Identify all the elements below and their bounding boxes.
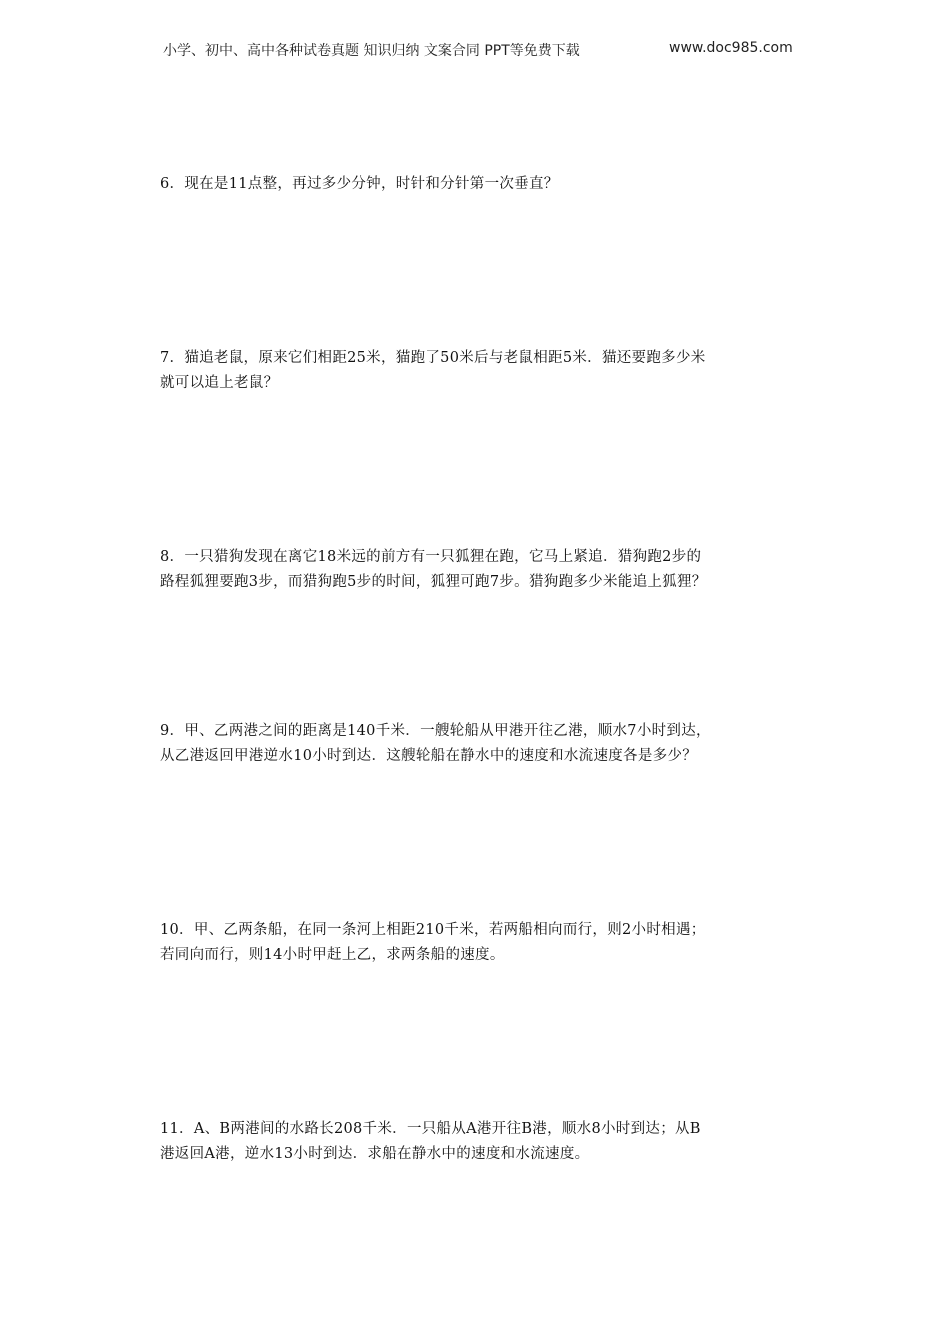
question-10-line-1: 10．甲、乙两条船，在同一条河上相距210千米，若两船相向而行，则2小时相遇； bbox=[160, 922, 706, 938]
question-6-line-1: 6．现在是11点整，再过多少分钟，时针和分针第一次垂直？ bbox=[160, 176, 559, 192]
page-header bbox=[163, 40, 803, 62]
question-11 bbox=[160, 1117, 800, 1167]
question-7-line-1: 7．猫追老鼠，原来它们相距25米，猫跑了50米后与老鼠相距5米．猫还要跑多少米 bbox=[160, 350, 706, 366]
question-6 bbox=[160, 172, 800, 197]
question-9-line-1: 9．甲、乙两港之间的距离是140千米．一艘轮船从甲港开往乙港，顺水7小时到达， bbox=[160, 723, 711, 739]
header-url: www.doc985.com bbox=[669, 40, 793, 56]
question-8 bbox=[160, 545, 800, 595]
question-9 bbox=[160, 719, 800, 769]
question-9-line-2: 从乙港返回甲港逆水10小时到达．这艘轮船在静水中的速度和水流速度各是多少？ bbox=[160, 748, 698, 764]
question-8-line-1: 8．一只猎狗发现在离它18米远的前方有一只狐狸在跑，它马上紧追．猎狗跑2步的 bbox=[160, 549, 702, 565]
question-10-line-2: 若同向而行，则14小时甲赶上乙，求两条船的速度。 bbox=[160, 947, 505, 963]
question-11-line-1: 11．A、B两港间的水路长208千米．一只船从A港开往B港，顺水8小时到达；从B bbox=[160, 1121, 701, 1137]
question-11-line-2: 港返回A港，逆水13小时到达．求船在静水中的速度和水流速度。 bbox=[160, 1146, 590, 1162]
question-7 bbox=[160, 346, 800, 396]
header-text: 小学、初中、高中各种试卷真题 知识归纳 文案合同 PPT等免费下载 bbox=[163, 43, 580, 59]
question-10 bbox=[160, 918, 800, 968]
question-8-line-2: 路程狐狸要跑3步，而猎狗跑5步的时间，狐狸可跑7步。猎狗跑多少米能追上狐狸？ bbox=[160, 574, 707, 590]
question-7-line-2: 就可以追上老鼠？ bbox=[160, 375, 279, 391]
